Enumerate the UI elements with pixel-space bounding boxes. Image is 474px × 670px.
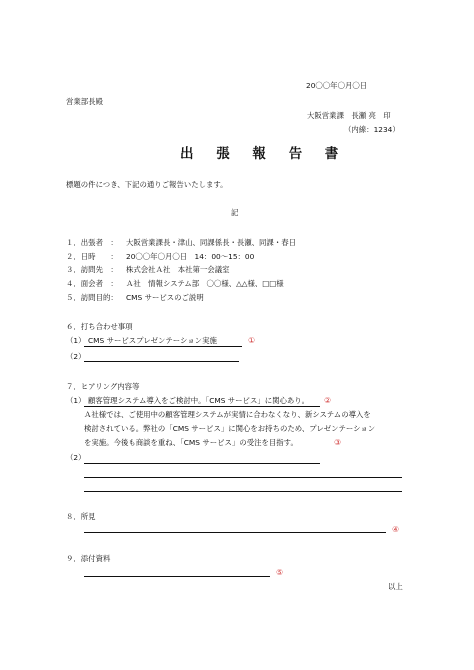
blank-line: [84, 491, 402, 492]
blank-line: [84, 532, 386, 533]
item-label: ３．訪問先 ：: [66, 265, 118, 274]
circled-number-5-icon: ⑤: [276, 568, 284, 577]
circled-number-1-icon: ①: [248, 336, 256, 345]
section7-heading: ７．ヒアリング内容等: [66, 382, 140, 391]
underline: [84, 361, 239, 362]
blank-line: [84, 477, 402, 478]
ki-heading: 記: [231, 208, 239, 217]
item-value: 大阪営業課長・津山、同課係長・長瀬、同課・春日: [126, 238, 296, 247]
closing-text: 以上: [388, 582, 403, 591]
underline: [84, 346, 242, 347]
circled-number-3-icon: ③: [334, 438, 342, 447]
sender-extension: （内線：1234）: [344, 125, 400, 134]
item-label: １．出張者 ：: [66, 238, 118, 247]
page-title: 出 張 報 告 書: [180, 146, 348, 162]
section7-p1-line3: 検討されている。弊社の「CMS サービス」に関心をお持ちのため、プレゼンテーション: [84, 424, 376, 433]
item-value: Ａ社 情報システム部 〇〇様、△△様、□□様: [126, 279, 284, 288]
circled-number-2-icon: ②: [324, 396, 332, 405]
item-value: 20〇〇年〇月〇日 14：00～15：00: [126, 252, 255, 261]
section9-heading: ９．添付資料: [66, 554, 111, 563]
item-label: ２．日時 ：: [66, 252, 118, 261]
section6-item2-prefix: （2）: [66, 352, 86, 361]
section7-p1-prefix: （1）: [66, 396, 86, 405]
section8-heading: ８．所見: [66, 512, 96, 521]
section7-p1-line1: 顧客管理システム導入をご検討中。「CMS サービス」に関心あり。: [88, 396, 310, 405]
section6-heading: ６．打ち合わせ事項: [66, 322, 133, 331]
section7-p2-prefix: （2）: [66, 453, 86, 462]
section6-item1-prefix: （1）: [66, 336, 86, 345]
circled-number-4-icon: ④: [392, 525, 400, 534]
section7-p1-line2: Ａ社様では、ご使用中の顧客管理システムが実情に合わなくなり、新システムの導入を: [84, 410, 371, 419]
blank-line: [84, 576, 270, 577]
sender-name: 大阪営業課 長瀬 亮 印: [307, 111, 391, 120]
item-label: ４．面会者 ：: [66, 279, 118, 288]
underline: [84, 463, 320, 464]
item-label: ５．訪問目的：: [66, 293, 118, 302]
intro-text: 標題の件につき、下記の通りご報告いたします。: [66, 180, 228, 189]
report-date: 20〇〇年〇月〇日: [306, 81, 368, 90]
section6-item1-text: CMS サービスプレゼンテーション実施: [88, 336, 217, 345]
underline: [84, 406, 320, 407]
section7-p1-line4: を実施。今後も商談を重ね、「CMS サービス」の受注を目指す。: [84, 438, 298, 447]
item-value: CMS サービスのご説明: [126, 293, 204, 302]
item-value: 株式会社Ａ社 本社第一会議室: [126, 265, 230, 274]
recipient: 営業部長殿: [66, 97, 103, 106]
